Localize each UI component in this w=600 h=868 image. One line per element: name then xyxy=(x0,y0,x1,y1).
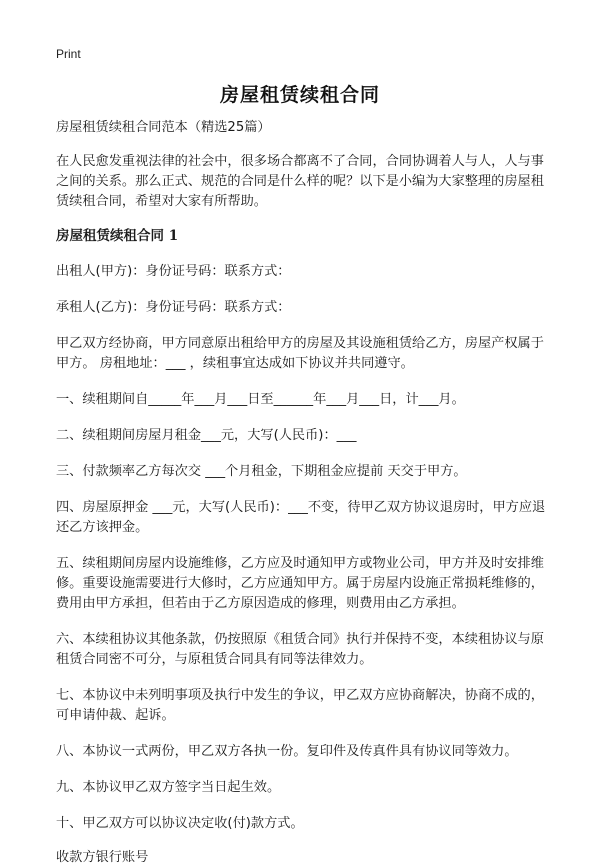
clause-8: 八、本协议一式两份，甲乙双方各执一份。复印件及传真件具有协议同等效力。 xyxy=(56,744,518,759)
document-subtitle: 房屋租赁续租合同范本（精选25篇） xyxy=(56,120,271,135)
clause-4: 四、房屋原押金 ___元，大写(人民币)：___不变，待甲乙双方协议退房时，甲方应退还乙方该押金。 xyxy=(56,500,546,535)
document-title: 房屋租赁续租合同 xyxy=(219,84,380,106)
print-link[interactable]: Print xyxy=(56,47,81,61)
section-heading: 房屋租赁续租合同 1 xyxy=(56,228,179,244)
clause-9: 九、本协议甲乙双方签字当日起生效。 xyxy=(56,780,281,795)
clause-5: 五、续租期间房屋内设施维修，乙方应及时通知甲方或物业公司，甲方并及时安排维修。重要设施需要进行大修时，乙方应通知甲方。属于房屋内设施正常损耗维修的，费用由甲方承担，但若由于乙方原因造成的修理，则费用由乙方承担。 xyxy=(56,556,544,611)
clause-2: 二、续租期间房屋月租金___元，大写(人民币)：___ xyxy=(56,428,357,443)
lessee-line: 承租人(乙方)：身份证号码：联系方式： xyxy=(56,300,291,315)
preamble-paragraph: 甲乙双方经协商，甲方同意原出租给甲方的房屋及其设施租赁给乙方，房屋产权属于甲方。 房租地址：___ ，续租事宜达成如下协议并共同遵守。 xyxy=(56,336,544,371)
clause-3: 三、付款频率乙方每次交 ___个月租金，下期租金应提前 天交于甲方。 xyxy=(56,464,467,479)
clause-1: 一、续租期间自_____年___月___日至______年___月___日，计___月。 xyxy=(56,392,465,407)
clause-10: 十、甲乙双方可以协议决定收(付)款方式。 xyxy=(56,816,304,831)
clause-6: 六、本续租协议其他条款，仍按照原《租赁合同》执行并保持不变，本续租协议与原租赁合同密不可分，与原租赁合同具有同等法律效力。 xyxy=(56,632,544,667)
intro-paragraph: 在人民愈发重视法律的社会中，很多场合都离不了合同，合同协调着人与人，人与事之间的关系。那么正式、规范的合同是什么样的呢？以下是小编为大家整理的房屋租赁续租合同，希望对大家有所帮助。 xyxy=(56,154,544,209)
document-body xyxy=(56,118,550,868)
lessor-line: 出租人(甲方)：身份证号码：联系方式： xyxy=(56,264,291,279)
clause-7: 七、本协议中未列明事项及执行中发生的争议，甲乙双方应协商解决，协商不成的，可申请仲裁、起诉。 xyxy=(56,688,544,723)
bank-account-label: 收款方银行账号 xyxy=(56,850,149,865)
